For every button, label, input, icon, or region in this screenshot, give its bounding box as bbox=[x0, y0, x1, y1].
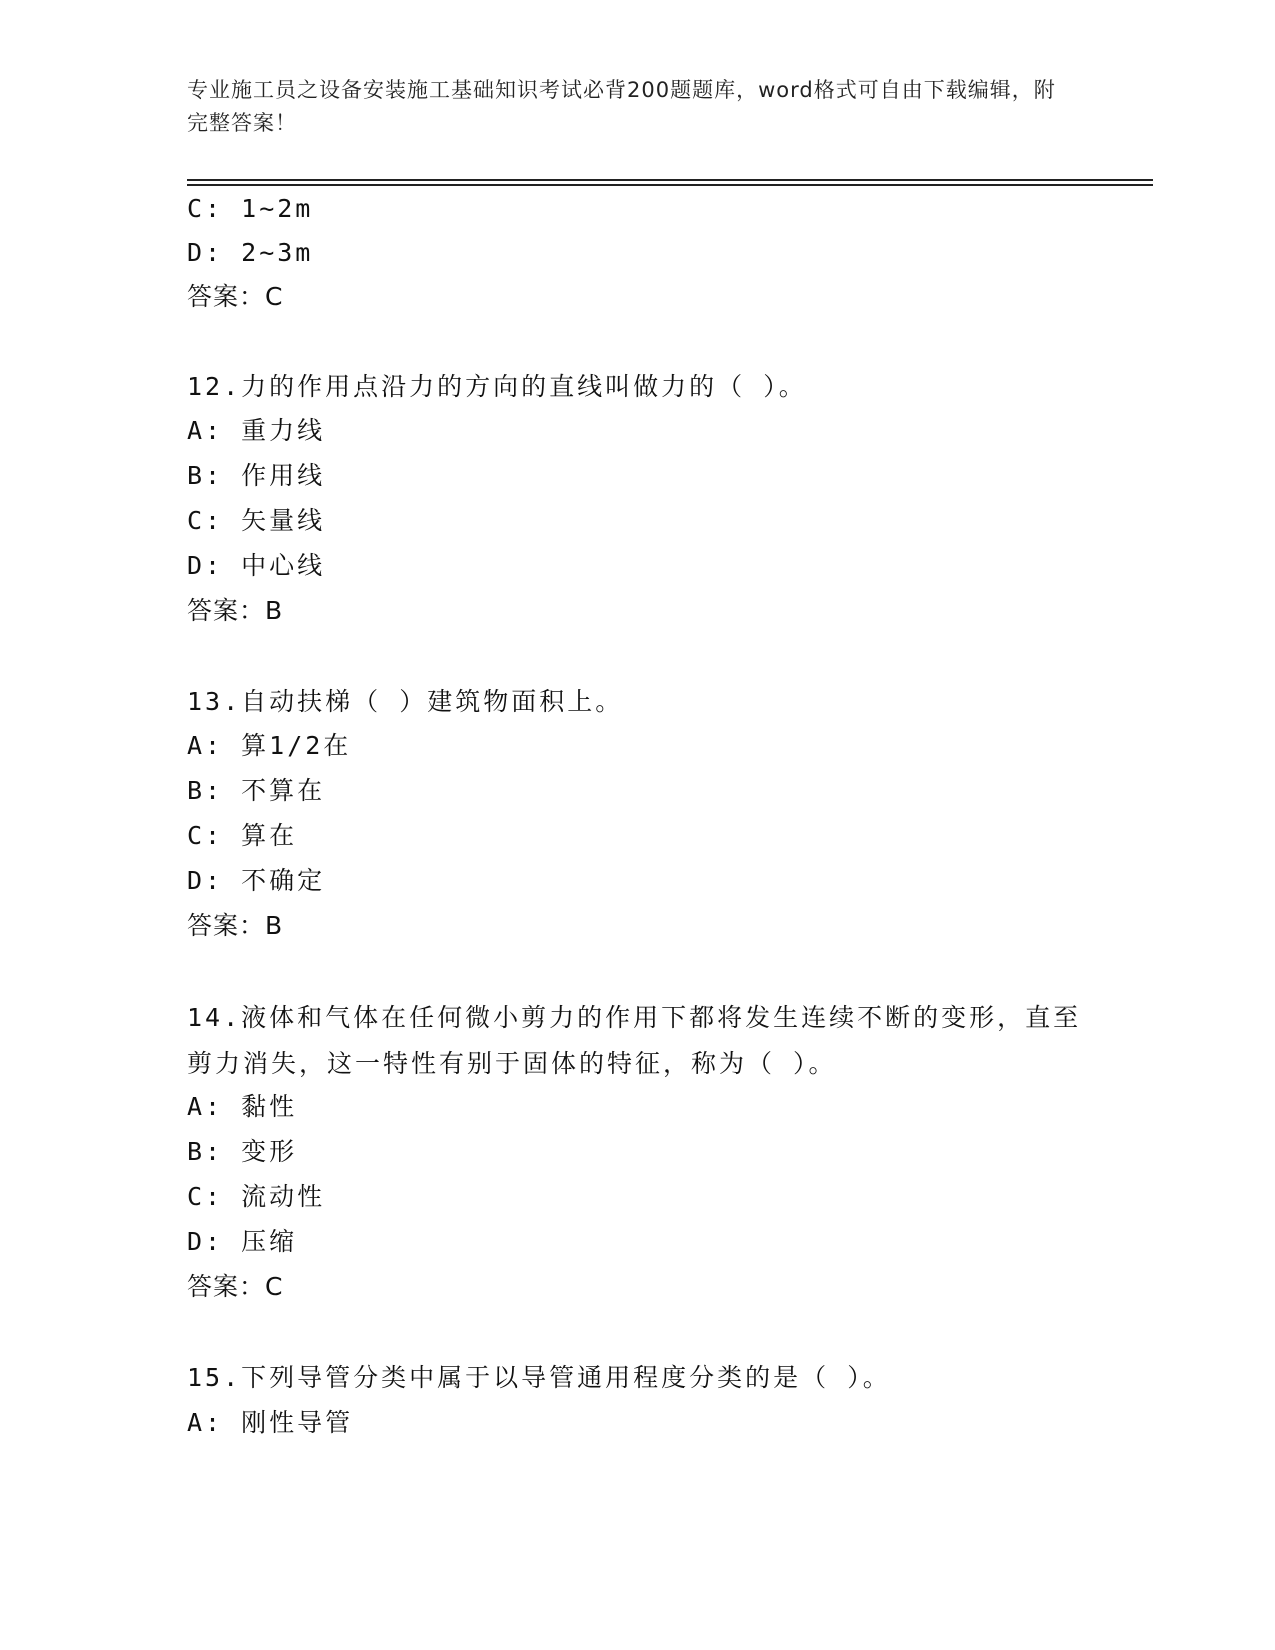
q13-answer: 答案：B bbox=[187, 911, 284, 940]
q14-option-c: C: 流动性 bbox=[187, 1182, 326, 1211]
q13-stem: 13.自动扶梯（ ）建筑物面积上。 bbox=[187, 687, 624, 716]
q12-option-a: A: 重力线 bbox=[187, 416, 326, 445]
q14-answer: 答案：C bbox=[187, 1272, 284, 1301]
q12-stem: 12.力的作用点沿力的方向的直线叫做力的（ ）。 bbox=[187, 372, 807, 401]
q15-stem: 15.下列导管分类中属于以导管通用程度分类的是（ ）。 bbox=[187, 1363, 891, 1392]
q12-option-d: D: 中心线 bbox=[187, 551, 326, 580]
q11-option-d: D: 2~3m bbox=[187, 238, 314, 267]
q11-answer: 答案：C bbox=[187, 282, 284, 311]
q13-option-c: C: 算在 bbox=[187, 821, 298, 850]
q12-option-c: C: 矢量线 bbox=[187, 506, 326, 535]
q12-answer: 答案：B bbox=[187, 596, 284, 625]
q14-option-b: B: 变形 bbox=[187, 1137, 298, 1166]
q13-option-a: A: 算1/2在 bbox=[187, 731, 352, 760]
document-header: 专业施工员之设备安装施工基础知识考试必背200题题库，word格式可自由下载编辑，附完整答案！ bbox=[187, 78, 1056, 135]
q13-option-d: D: 不确定 bbox=[187, 866, 326, 895]
q13-option-b: B: 不算在 bbox=[187, 776, 326, 805]
q12-option-b: B: 作用线 bbox=[187, 461, 326, 490]
q15-option-a: A: 刚性导管 bbox=[187, 1408, 354, 1437]
header-divider-bottom bbox=[187, 184, 1153, 186]
q11-option-c: C: 1~2m bbox=[187, 194, 314, 223]
q14-option-a: A: 黏性 bbox=[187, 1092, 298, 1121]
q14-stem: 14.液体和气体在任何微小剪力的作用下都将发生连续不断的变形，直至剪力消失，这一特性有别于固体的特征，称为（ ）。 bbox=[187, 1003, 1082, 1078]
header-divider-top bbox=[187, 179, 1153, 181]
q14-option-d: D: 压缩 bbox=[187, 1227, 298, 1256]
